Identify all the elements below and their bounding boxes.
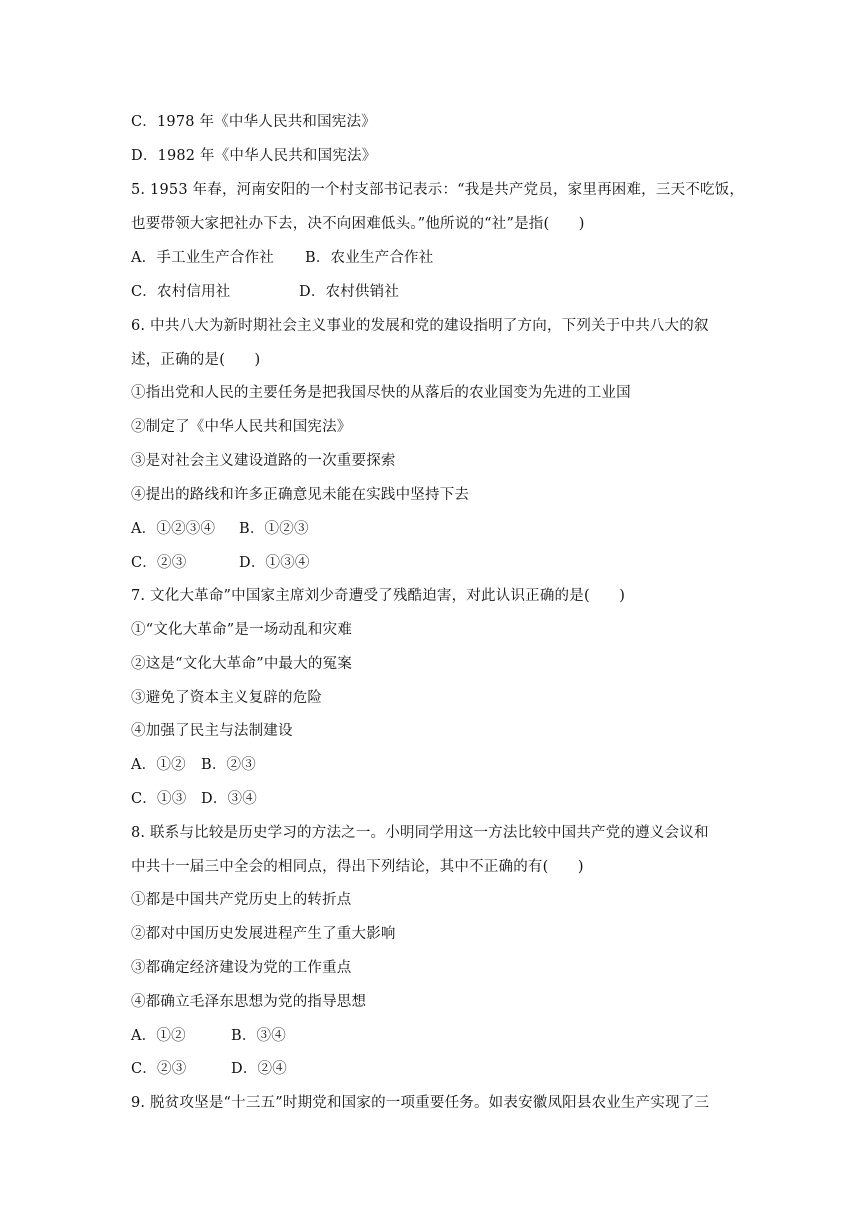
option-b: B．②③ — [201, 757, 256, 773]
options-row — [131, 755, 256, 775]
option-d: D．②④ — [231, 1061, 287, 1077]
statement-line: ③是对社会主义建设道路的一次重要探索 — [131, 453, 396, 469]
option-d: D．③④ — [201, 791, 257, 807]
question-5-line: 也要带领大家把社办下去，决不向困难低头。”他所说的“社”是指( ) — [131, 216, 585, 232]
statement-line: ③避免了资本主义复辟的危险 — [131, 690, 323, 706]
statement-line: ②都对中国历史发展进程产生了重大影响 — [131, 926, 396, 942]
option-a: A．①② — [131, 1028, 186, 1044]
option-b: B．①②③ — [239, 521, 309, 537]
statement-line: ①“文化大革命”是一场动乱和灾难 — [131, 622, 353, 638]
option-c: C．农村信用社 — [131, 284, 231, 300]
option-d: D．农村供销社 — [299, 284, 400, 300]
option-a: A．①②③④ — [131, 521, 216, 537]
statement-line: ④提出的路线和许多正确意见未能在实践中坚持下去 — [131, 487, 470, 503]
statement-line: ②制定了《中华人民共和国宪法》 — [131, 419, 352, 435]
option-b: B．③④ — [231, 1028, 286, 1044]
options-row — [131, 789, 257, 809]
option-line: D．1982 年《中华人民共和国宪法》 — [131, 148, 377, 164]
question-5-line: 5. 1953 年春，河南安阳的一个村支部书记表示：“我是共产党员，家里再困难，三天不吃饭， — [131, 182, 745, 198]
options-row — [131, 1026, 286, 1046]
statement-line: ④都确立毛泽东思想为党的指导思想 — [131, 994, 367, 1010]
question-8-line: 8. 联系与比较是历史学习的方法之一。小明同学用这一方法比较中国共产党的遵义会议和 — [131, 825, 709, 841]
option-a: A．①② — [131, 757, 186, 773]
option-line: C．1978 年《中华人民共和国宪法》 — [131, 114, 376, 130]
option-c: C．①③ — [131, 791, 187, 807]
question-6-line: 述，正确的是( ) — [131, 352, 261, 368]
option-d: D．①③④ — [239, 555, 310, 571]
statement-line: ①都是中国共产党历史上的转折点 — [131, 892, 352, 908]
option-c: C．②③ — [131, 1061, 187, 1077]
statement-line: ③都确定经济建设为党的工作重点 — [131, 960, 352, 976]
question-7-line: 7. 文化大革命”中国家主席刘少奇遭受了残酷迫害，对此认识正确的是( ) — [131, 588, 626, 604]
option-b: B．农业生产合作社 — [305, 250, 434, 266]
options-row — [131, 248, 433, 268]
options-row — [131, 282, 399, 302]
statement-line: ①指出党和人民的主要任务是把我国尽快的从落后的农业国变为先进的工业国 — [131, 385, 631, 401]
question-8-line: 中共十一届三中全会的相同点，得出下列结论，其中不正确的有( ) — [131, 859, 584, 875]
option-c: C．②③ — [131, 555, 187, 571]
options-row — [131, 519, 309, 539]
statement-line: ④加强了民主与法制建设 — [131, 723, 293, 739]
question-6-line: 6. 中共八大为新时期社会主义事业的发展和党的建设指明了方向，下列关于中共八大的叙 — [131, 318, 709, 334]
question-9-line: 9. 脱贫攻坚是“十三五”时期党和国家的一项重要任务。如表安徽凤阳县农业生产实现了三 — [131, 1095, 710, 1111]
options-row — [131, 553, 310, 573]
statement-line: ②这是“文化大革命”中最大的冤案 — [131, 656, 353, 672]
option-a: A．手工业生产合作社 — [131, 250, 274, 266]
options-row — [131, 1059, 287, 1079]
